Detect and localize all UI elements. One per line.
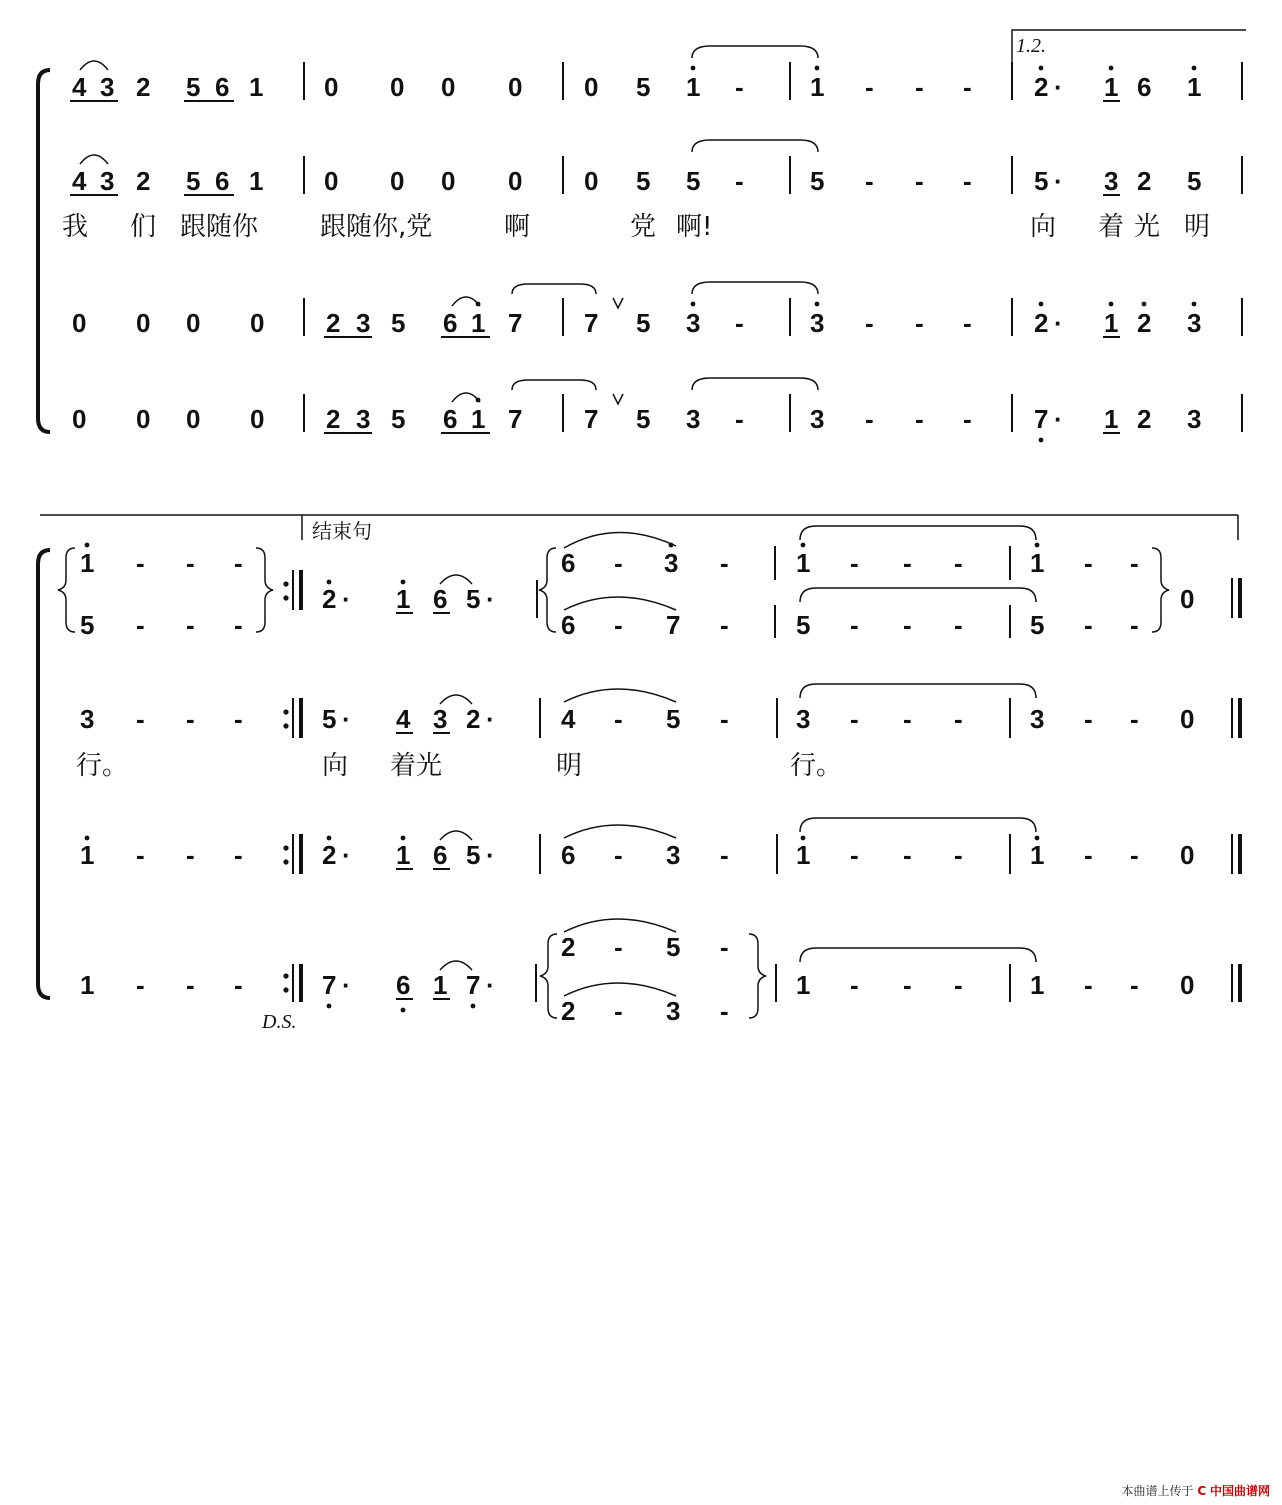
lyric: 啊 <box>504 212 531 242</box>
lyric: 我 <box>62 212 89 242</box>
note: - <box>720 932 729 962</box>
note: - <box>614 548 623 578</box>
note: - <box>903 840 912 870</box>
note: 3 <box>666 996 681 1026</box>
note: 5 <box>391 404 406 434</box>
note: - <box>963 166 972 196</box>
note: 3 <box>1187 308 1202 338</box>
note: - <box>850 704 859 734</box>
note: 1 <box>80 970 95 1000</box>
note: - <box>1084 840 1093 870</box>
note: 1 <box>1104 308 1119 338</box>
slurs <box>440 818 1036 840</box>
note: 5 <box>466 584 481 614</box>
note: 0 <box>1180 584 1195 614</box>
lyric: 们 <box>130 212 157 242</box>
note: 3 <box>1187 404 1202 434</box>
note: 7 <box>584 404 599 434</box>
note: 5 <box>666 704 681 734</box>
note: 3 <box>796 704 811 734</box>
note: 0 <box>441 166 456 196</box>
note: · <box>1054 404 1063 434</box>
note: - <box>614 932 623 962</box>
note: 2 <box>1034 72 1049 102</box>
note: 0 <box>1180 704 1195 734</box>
note: - <box>234 610 243 640</box>
note: - <box>186 970 195 1000</box>
part-row-4 <box>72 378 1201 442</box>
note: 5 <box>636 308 651 338</box>
note: 1 <box>80 840 95 870</box>
note: 3 <box>80 704 95 734</box>
note: 1 <box>433 970 448 1000</box>
note: - <box>850 840 859 870</box>
note: - <box>1130 840 1139 870</box>
system-2 <box>38 515 1240 1033</box>
lyric: 明 <box>1184 212 1211 242</box>
octave-dots <box>476 398 1044 443</box>
note: 0 <box>1180 970 1195 1000</box>
note: 5 <box>1034 166 1049 196</box>
note: - <box>1130 610 1139 640</box>
note: · <box>486 970 495 1000</box>
lyric: 行。 <box>76 751 129 781</box>
note: 3 <box>100 166 115 196</box>
part-row-4 <box>80 919 1194 1033</box>
note: 3 <box>1104 166 1119 196</box>
note: 5 <box>391 308 406 338</box>
part-row-2 <box>62 140 1210 242</box>
part-row-2 <box>76 684 1194 781</box>
note: 5 <box>1030 610 1045 640</box>
note: 1 <box>471 404 486 434</box>
note: 5 <box>186 166 201 196</box>
note: 1 <box>796 548 811 578</box>
note: - <box>614 840 623 870</box>
note: - <box>963 404 972 434</box>
note: · <box>1054 72 1063 102</box>
note: 3 <box>686 404 701 434</box>
note: 6 <box>561 610 576 640</box>
note: 5 <box>186 72 201 102</box>
note: - <box>720 996 729 1026</box>
note: - <box>234 840 243 870</box>
note: - <box>186 610 195 640</box>
note: - <box>915 404 924 434</box>
lyric: 跟随你 <box>180 212 259 242</box>
note: 1 <box>249 166 264 196</box>
note: · <box>342 584 351 614</box>
note: 5 <box>636 72 651 102</box>
note: - <box>850 970 859 1000</box>
upload-credit <box>1122 1482 1271 1499</box>
lyric: 明 <box>556 751 583 781</box>
volta-bracket <box>1012 30 1246 62</box>
note: 0 <box>390 72 405 102</box>
note: 1 <box>1187 72 1202 102</box>
note: - <box>1084 970 1093 1000</box>
note: - <box>735 404 744 434</box>
site-logo-icon: C <box>1197 1484 1207 1498</box>
note: - <box>915 308 924 338</box>
lyric: 啊! <box>676 212 713 242</box>
note: 0 <box>1180 840 1195 870</box>
part-row-3 <box>72 282 1201 338</box>
note: 7 <box>508 308 523 338</box>
slurs <box>80 140 818 164</box>
note: 0 <box>324 72 339 102</box>
note: 2 <box>561 932 576 962</box>
note: - <box>954 970 963 1000</box>
note: - <box>865 308 874 338</box>
note: 0 <box>508 72 523 102</box>
ending-bracket <box>302 515 1238 540</box>
note: 1 <box>1104 404 1119 434</box>
note: 0 <box>390 166 405 196</box>
note: 6 <box>433 840 448 870</box>
lyric: 跟随你,党 <box>320 212 433 242</box>
note: 5 <box>80 610 95 640</box>
note: 6 <box>396 970 411 1000</box>
note: - <box>720 704 729 734</box>
note: 6 <box>215 166 230 196</box>
note: 3 <box>100 72 115 102</box>
lyric: 光 <box>1134 212 1161 242</box>
note: 2 <box>561 996 576 1026</box>
note: 1 <box>396 840 411 870</box>
note: 7 <box>322 970 337 1000</box>
note: · <box>342 840 351 870</box>
lyric: 行。 <box>790 751 843 781</box>
note: 2 <box>1034 308 1049 338</box>
note: 1 <box>686 72 701 102</box>
note: - <box>136 610 145 640</box>
note: - <box>1130 548 1139 578</box>
dal-segno-mark: D.S. <box>262 1011 297 1033</box>
note: 4 <box>396 704 411 734</box>
note: 4 <box>561 704 576 734</box>
note: - <box>915 166 924 196</box>
note: 3 <box>666 840 681 870</box>
note: - <box>614 996 623 1026</box>
octave-dots <box>476 302 1197 307</box>
note: - <box>954 840 963 870</box>
note: 1 <box>1104 72 1119 102</box>
repeat-dots <box>283 581 288 992</box>
note: 5 <box>796 610 811 640</box>
octave-dots <box>327 1004 476 1013</box>
slurs <box>452 378 818 404</box>
note: - <box>1130 704 1139 734</box>
note: 5 <box>466 840 481 870</box>
note: 5 <box>636 166 651 196</box>
note: 7 <box>666 610 681 640</box>
note: 5 <box>636 404 651 434</box>
note: 1 <box>796 970 811 1000</box>
note: 0 <box>584 166 599 196</box>
slurs <box>80 46 818 70</box>
note: 3 <box>664 548 679 578</box>
note: 6 <box>443 308 458 338</box>
note: 3 <box>356 404 371 434</box>
note: 1 <box>249 72 264 102</box>
note: 3 <box>356 308 371 338</box>
note: 0 <box>136 404 151 434</box>
note: 0 <box>324 166 339 196</box>
note: 0 <box>250 308 265 338</box>
note: - <box>1084 548 1093 578</box>
note: 0 <box>441 72 456 102</box>
note: 6 <box>1137 72 1152 102</box>
note: · <box>486 704 495 734</box>
slurs <box>440 919 1036 996</box>
volta-label: 1.2. <box>1016 35 1046 57</box>
note: · <box>1054 166 1063 196</box>
lyric: 着 <box>1098 212 1125 242</box>
note: 1 <box>1030 548 1045 578</box>
note: 5 <box>322 704 337 734</box>
note: 2 <box>1137 308 1152 338</box>
note: 0 <box>508 166 523 196</box>
note: · <box>342 970 351 1000</box>
note: 5 <box>686 166 701 196</box>
note: 1 <box>1030 970 1045 1000</box>
note: 0 <box>136 308 151 338</box>
note: 5 <box>666 932 681 962</box>
note: 7 <box>584 308 599 338</box>
note: - <box>735 166 744 196</box>
note: - <box>234 704 243 734</box>
note: 2 <box>136 166 151 196</box>
note: - <box>614 704 623 734</box>
note: - <box>865 404 874 434</box>
note: 2 <box>1137 404 1152 434</box>
note: 5 <box>1187 166 1202 196</box>
note: 6 <box>561 548 576 578</box>
note: - <box>954 610 963 640</box>
system-bracket <box>38 70 50 432</box>
note: - <box>136 548 145 578</box>
system-bracket <box>38 550 50 998</box>
note: 2 <box>326 404 341 434</box>
part-row-3 <box>80 818 1194 870</box>
note: - <box>720 610 729 640</box>
note: - <box>954 704 963 734</box>
note: · <box>486 584 495 614</box>
note: 6 <box>561 840 576 870</box>
note: - <box>234 548 243 578</box>
note: 6 <box>215 72 230 102</box>
note: - <box>903 970 912 1000</box>
note: 2 <box>1137 166 1152 196</box>
note: - <box>850 610 859 640</box>
lyric: 着光 <box>390 751 443 781</box>
note: 2 <box>466 704 481 734</box>
lyric: 向 <box>1030 212 1057 242</box>
note: 3 <box>686 308 701 338</box>
note: 0 <box>250 404 265 434</box>
note: - <box>136 704 145 734</box>
note: 3 <box>1030 704 1045 734</box>
note: 2 <box>322 584 337 614</box>
note: · <box>342 704 351 734</box>
note: 5 <box>810 166 825 196</box>
note: 2 <box>136 72 151 102</box>
part-row-1 <box>80 526 1194 640</box>
ending-label: 结束句 <box>312 519 372 543</box>
note: 1 <box>396 584 411 614</box>
octave-dots <box>691 66 1197 71</box>
slurs <box>452 282 818 308</box>
note: 0 <box>72 404 87 434</box>
note: - <box>136 840 145 870</box>
note: 2 <box>326 308 341 338</box>
note: - <box>1084 610 1093 640</box>
note: 0 <box>186 308 201 338</box>
note: 6 <box>433 584 448 614</box>
system-1 <box>38 30 1246 442</box>
note: 0 <box>72 308 87 338</box>
note: 1 <box>796 840 811 870</box>
slurs <box>440 684 1036 704</box>
note: · <box>1054 308 1063 338</box>
note: - <box>903 704 912 734</box>
note: - <box>614 610 623 640</box>
note: - <box>963 72 972 102</box>
note: - <box>1084 704 1093 734</box>
note: - <box>186 548 195 578</box>
note: - <box>720 548 729 578</box>
note: 1 <box>471 308 486 338</box>
note: - <box>234 970 243 1000</box>
note: - <box>1130 970 1139 1000</box>
lyric: 向 <box>322 751 349 781</box>
note: - <box>865 72 874 102</box>
note: 2 <box>322 840 337 870</box>
note: 6 <box>443 404 458 434</box>
note: - <box>186 704 195 734</box>
note: 0 <box>186 404 201 434</box>
note: 4 <box>72 166 87 196</box>
note: - <box>735 72 744 102</box>
note: 7 <box>466 970 481 1000</box>
note: - <box>915 72 924 102</box>
note: 3 <box>810 308 825 338</box>
note: 1 <box>1030 840 1045 870</box>
note: - <box>865 166 874 196</box>
note: 3 <box>810 404 825 434</box>
note: - <box>186 840 195 870</box>
note: 0 <box>584 72 599 102</box>
credit-prefix: 本曲谱上传于 <box>1121 1484 1194 1498</box>
note: - <box>963 308 972 338</box>
note: - <box>136 970 145 1000</box>
note: 7 <box>1034 404 1049 434</box>
note: - <box>903 548 912 578</box>
note: 4 <box>72 72 87 102</box>
note: 1 <box>80 548 95 578</box>
lyric: 党 <box>630 212 657 242</box>
note: 1 <box>810 72 825 102</box>
credit-site[interactable]: 中国曲谱网 <box>1209 1484 1270 1498</box>
note: - <box>735 308 744 338</box>
barlines <box>304 62 1242 432</box>
note: · <box>486 840 495 870</box>
note: - <box>954 548 963 578</box>
slurs <box>440 526 1036 610</box>
note: - <box>903 610 912 640</box>
note: - <box>850 548 859 578</box>
note: 3 <box>433 704 448 734</box>
note: - <box>720 840 729 870</box>
note: 7 <box>508 404 523 434</box>
